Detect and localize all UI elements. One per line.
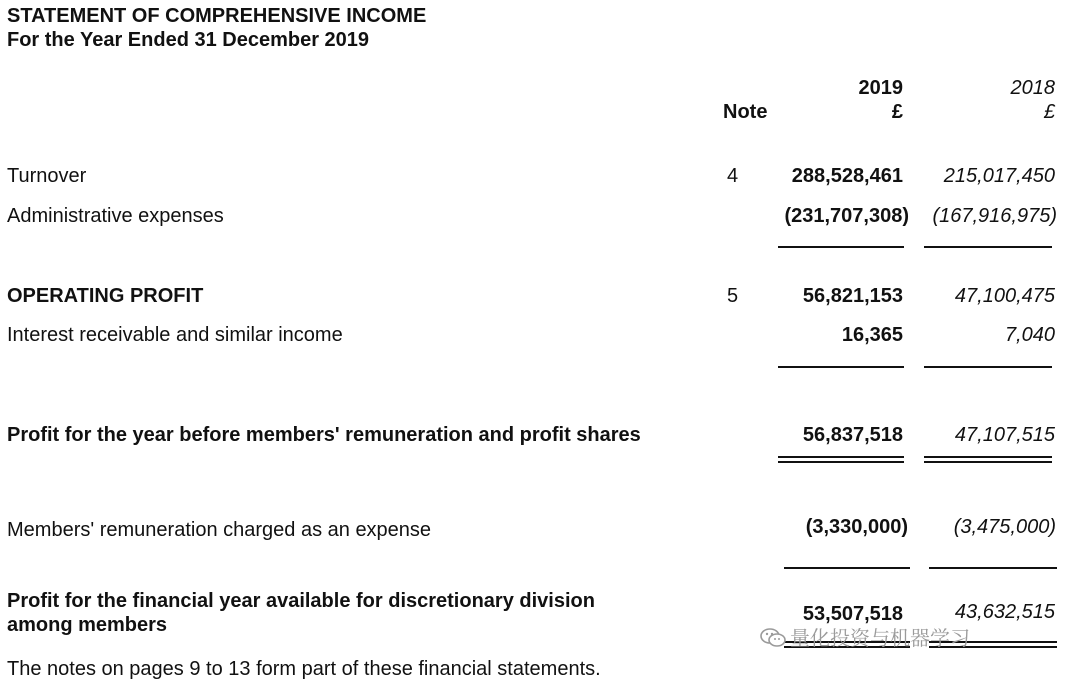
row-remuneration-label: Members' remuneration charged as an expense: [7, 519, 432, 541]
subtotal-rule-current-3: [784, 567, 910, 569]
column-note: Note: [723, 101, 768, 123]
row-operating-note: 5: [727, 285, 739, 307]
row-interest-current: 16,365: [841, 324, 903, 346]
row-turnover-label: Turnover: [7, 165, 87, 187]
subtotal-rule-current: [778, 246, 904, 248]
column-year-current: 2019: [858, 77, 903, 99]
row-interest-label: Interest receivable and similar income: [7, 324, 343, 346]
wechat-icon: [760, 628, 786, 648]
watermark: [760, 622, 970, 651]
row-admin-current: (231,707,308): [784, 205, 909, 227]
row-admin-prior: (167,916,975): [932, 205, 1057, 227]
row-operating-label: OPERATING PROFIT: [7, 285, 204, 307]
row-turnover-current: 288,528,461: [791, 165, 903, 187]
footer-note: The notes on pages 9 to 13 form part of these financial statements.: [7, 658, 601, 680]
row-operating-current: 56,821,153: [802, 285, 903, 307]
statement-period: For the Year Ended 31 December 2019: [7, 29, 370, 51]
row-profit-before-prior: 47,107,515: [954, 424, 1055, 446]
row-remuneration-prior: (3,475,000): [953, 516, 1056, 538]
subtotal-rule-prior-2: [924, 366, 1052, 368]
row-turnover-note: 4: [727, 165, 739, 187]
subtotal-rule-prior: [924, 246, 1052, 248]
row-profit-before-label: Profit for the year before members' remuneration and profit shares: [7, 424, 641, 446]
subtotal-rule-current-2: [778, 366, 904, 368]
row-profit-available-label-2: among members: [7, 614, 168, 636]
row-admin-label: Administrative expenses: [7, 205, 224, 227]
row-profit-available-current: 53,507,518: [802, 603, 903, 625]
total-double-rule-current: [778, 456, 904, 463]
total-double-rule-prior: [924, 456, 1052, 463]
row-interest-prior: 7,040: [1004, 324, 1055, 346]
row-operating-prior: 47,100,475: [954, 285, 1055, 307]
row-profit-available-label-1: Profit for the financial year available for discretionary division: [7, 590, 595, 612]
watermark-text: 量化投资与机器学习: [790, 628, 970, 650]
row-profit-before-current: 56,837,518: [802, 424, 903, 446]
column-year-prior: 2018: [1010, 77, 1055, 99]
row-turnover-prior: 215,017,450: [943, 165, 1055, 187]
row-profit-available-prior: 43,632,515: [954, 601, 1055, 623]
column-currency-current: £: [891, 101, 903, 123]
row-remuneration-current: (3,330,000): [805, 516, 908, 538]
column-currency-prior: £: [1043, 101, 1055, 123]
statement-title: STATEMENT OF COMPREHENSIVE INCOME: [7, 5, 427, 27]
subtotal-rule-prior-3: [929, 567, 1057, 569]
